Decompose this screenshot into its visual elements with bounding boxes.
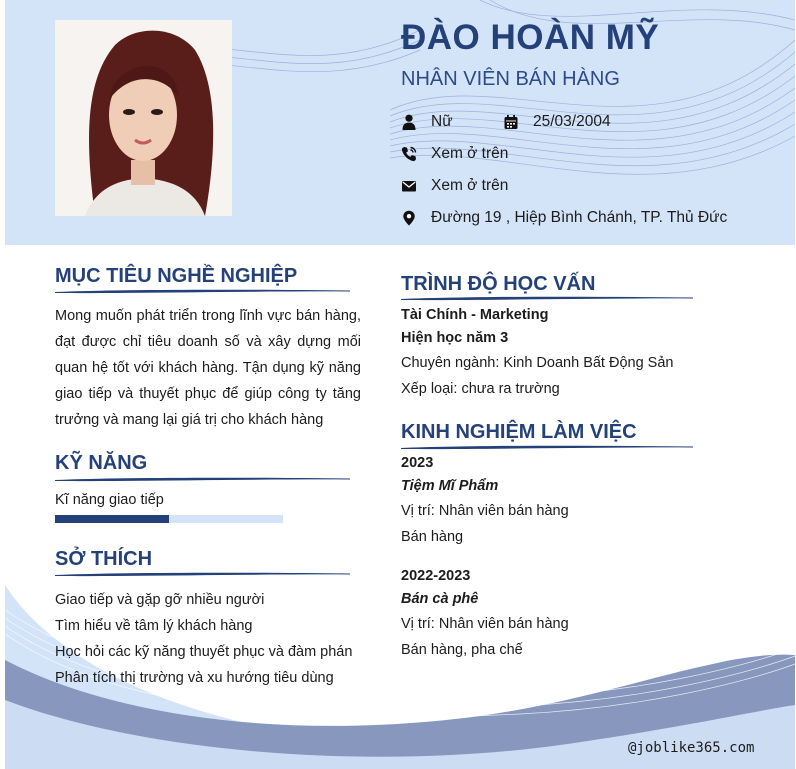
experience-period: 2022-2023 <box>401 568 471 584</box>
phone-row <box>401 145 508 163</box>
education-underline <box>401 295 693 301</box>
skills-heading: KỸ NĂNG <box>55 452 148 474</box>
education-status: Hiện học năm 3 <box>401 330 509 346</box>
education-grade: Xếp loại: chưa ra trường <box>401 381 560 397</box>
experience-company: Bán cà phê <box>401 591 479 607</box>
education-heading: TRÌNH ĐỘ HỌC VẤN <box>401 273 596 295</box>
experience-period: 2023 <box>401 455 434 471</box>
hobby-item: Tìm hiểu về tâm lý khách hàng <box>55 618 253 634</box>
email-value: Xem ở trên <box>431 177 509 194</box>
candidate-position: NHÂN VIÊN BÁN HÀNG <box>401 68 620 90</box>
email-row <box>401 177 508 195</box>
footer-watermark: @joblike365.com <box>628 740 755 756</box>
objective-heading: MỤC TIÊU NGHỀ NGHIỆP <box>55 265 298 287</box>
objective-text: Mong muốn phát triển trong lĩnh vực bán hàng, đạt được chỉ tiêu doanh số và xây dựng mối quan hệ tốt với khách hàng. Tận dụng kỹ năng giao tiếp và thuyết phục để giúp công ty tăng trưởng và mang lại giá trị cho khách hàng <box>55 308 361 428</box>
experience-role: Vị trí: Nhân viên bán hàng <box>401 503 569 519</box>
objective-underline <box>55 288 350 294</box>
phone-icon <box>401 146 417 162</box>
experience-underline <box>401 444 693 450</box>
gender-value: Nữ <box>431 113 453 130</box>
skill-level-fill <box>55 515 169 523</box>
envelope-icon <box>401 178 417 194</box>
profile-photo <box>55 20 232 216</box>
birthday-value: 25/03/2004 <box>533 113 611 130</box>
experience-description: Bán hàng <box>401 529 464 545</box>
location-pin-icon <box>401 210 417 226</box>
user-icon <box>401 114 417 130</box>
education-major: Chuyên ngành: Kinh Doanh Bất Động Sản <box>401 355 674 371</box>
hobby-list <box>55 587 385 691</box>
hobbies-underline <box>55 571 350 577</box>
skill-level-bar <box>55 515 283 523</box>
hobby-item: Học hỏi các kỹ năng thuyết phục và đàm phán <box>55 644 353 660</box>
education-school: Tài Chính - Marketing <box>401 307 549 323</box>
experience-company: Tiệm Mĩ Phẩm <box>401 478 499 494</box>
address-row <box>401 209 727 227</box>
calendar-icon <box>503 114 519 130</box>
experience-role: Vị trí: Nhân viên bán hàng <box>401 616 569 632</box>
birthday-row <box>503 113 611 131</box>
gender-row <box>401 113 453 131</box>
hobby-item: Phân tích thị trường và xu hướng tiêu dùng <box>55 670 334 686</box>
phone-value: Xem ở trên <box>431 145 509 162</box>
experience-description: Bán hàng, pha chế <box>401 642 523 658</box>
candidate-name: ĐÀO HOÀN MỸ <box>401 18 660 57</box>
skill-label: Kĩ năng giao tiếp <box>55 492 164 508</box>
hobby-item: Giao tiếp và gặp gỡ nhiều người <box>55 592 265 608</box>
address-value: Đường 19 , Hiệp Bình Chánh, TP. Thủ Đức <box>431 209 728 226</box>
skills-underline <box>55 476 350 482</box>
experience-heading: KINH NGHIỆM LÀM VIỆC <box>401 421 637 443</box>
hobbies-heading: SỞ THÍCH <box>55 548 153 570</box>
